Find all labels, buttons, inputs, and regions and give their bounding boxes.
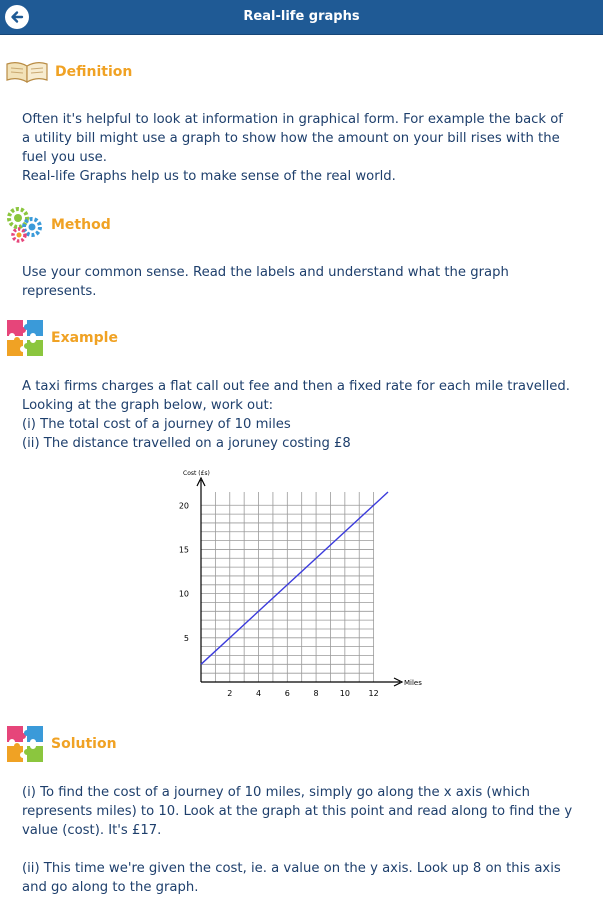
definition-title: Definition xyxy=(55,64,133,80)
series-line xyxy=(201,492,388,664)
x-axis-label: Miles xyxy=(404,679,422,687)
solution-line: represents miles) to 10. Look at the graph at this point and read along to find the y xyxy=(22,804,573,819)
definition-line: a utility bill might use a graph to show how the amount on your bill rises with the xyxy=(22,131,560,146)
puzzle-icon xyxy=(5,724,45,764)
x-tick-label: 10 xyxy=(339,689,350,698)
example-line: (i) The total cost of a journey of 10 miles xyxy=(22,417,291,432)
chart-svg xyxy=(170,466,440,706)
solution-text xyxy=(22,783,597,897)
definition-text xyxy=(22,110,597,186)
definition-line: Often it's helpful to look at information in graphical form. For example the back of xyxy=(22,112,563,127)
y-tick-label: 15 xyxy=(178,545,189,555)
solution-line: (ii) This time we're given the cost, ie. a value on the y axis. Look up 8 on this axis xyxy=(22,861,561,876)
definition-line: fuel you use. xyxy=(22,150,107,165)
taxi-cost-chart xyxy=(170,466,440,706)
x-tick-label: 6 xyxy=(284,689,290,698)
method-heading xyxy=(5,205,111,245)
solution-line xyxy=(22,840,597,859)
example-title: Example xyxy=(51,330,118,346)
gears-icon xyxy=(5,205,45,245)
example-line: Looking at the graph below, work out: xyxy=(22,398,274,413)
example-line: (ii) The distance travelled on a joruney costing £8 xyxy=(22,436,351,451)
example-text xyxy=(22,377,597,453)
method-text xyxy=(22,263,597,301)
definition-line: Real-life Graphs help us to make sense of the real world. xyxy=(22,169,396,184)
solution-line: (i) To find the cost of a journey of 10 miles, simply go along the x axis (which xyxy=(22,785,530,800)
solution-heading xyxy=(5,724,117,764)
definition-heading xyxy=(5,60,132,84)
x-tick-label: 4 xyxy=(255,689,262,698)
y-tick-label: 5 xyxy=(183,633,189,643)
puzzle-icon xyxy=(5,318,45,358)
method-title: Method xyxy=(51,217,111,233)
y-tick-label: 10 xyxy=(178,589,189,599)
x-tick-label: 2 xyxy=(227,689,233,698)
example-line: A taxi firms charges a flat call out fee and then a fixed rate for each mile travelled. xyxy=(22,379,570,394)
solution-line: value (cost). It's £17. xyxy=(22,823,162,838)
y-tick-label: 20 xyxy=(178,501,189,511)
open-book-icon xyxy=(5,60,49,84)
solution-title: Solution xyxy=(51,736,117,752)
method-line: Use your common sense. Read the labels and understand what the graph xyxy=(22,265,509,280)
app-header xyxy=(0,0,603,35)
solution-line: and go along to the graph. xyxy=(22,880,199,895)
x-tick-label: 12 xyxy=(368,689,379,698)
page-title: Real-life graphs xyxy=(243,9,360,24)
x-tick-label: 8 xyxy=(313,689,319,698)
y-axis-label: Cost (£s) xyxy=(183,470,210,477)
method-line: represents. xyxy=(22,284,97,299)
example-heading xyxy=(5,318,118,358)
